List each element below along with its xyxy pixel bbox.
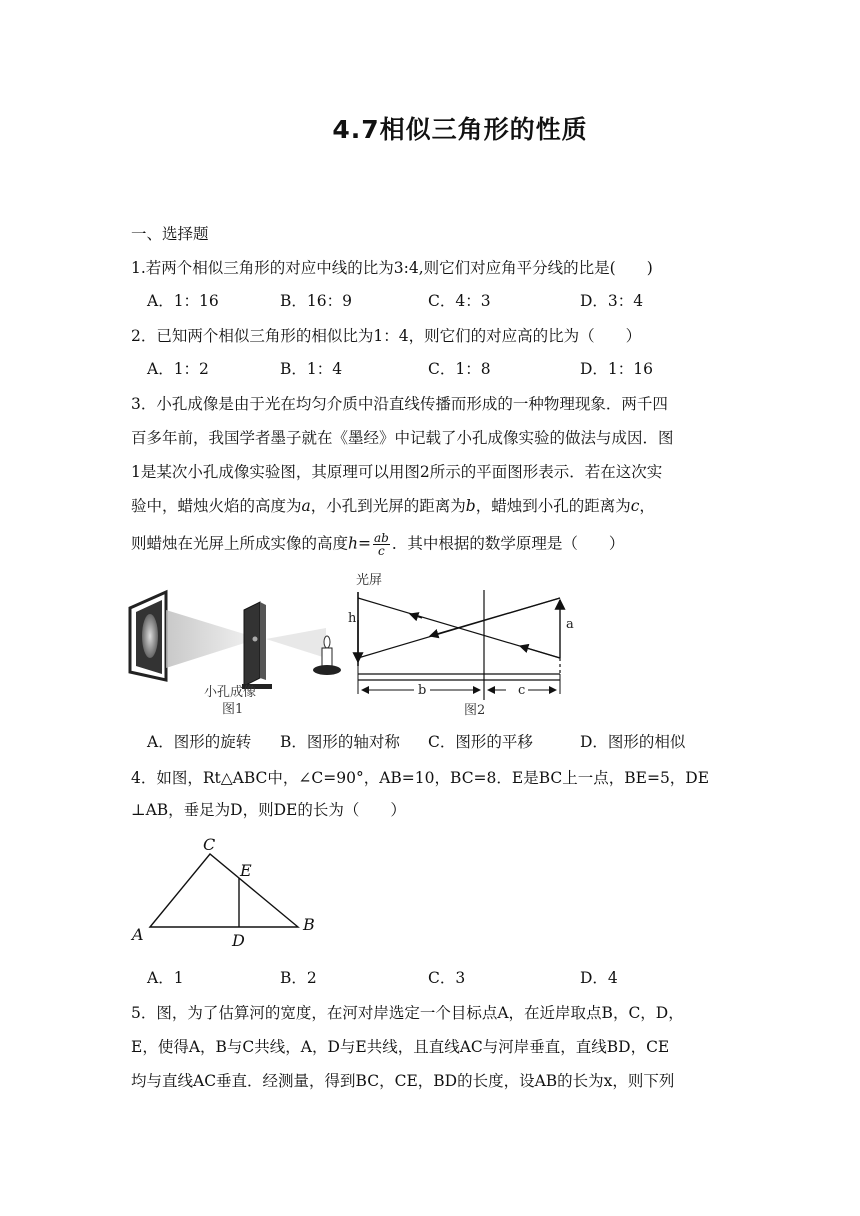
label-B: B	[303, 915, 315, 934]
question-3-line-4: 验中，蜡烛火焰的高度为a，小孔到光屏的距离为b，蜡烛到小孔的距离为c，	[131, 497, 655, 515]
question-5-line-2: E，使得A，B与C共线，A，D与E共线，且直线AC与河岸垂直，直线BD，CE	[131, 1038, 670, 1056]
figure-q4-triangle	[126, 830, 326, 950]
figure-1-label: 图1	[222, 702, 244, 717]
figure-2-h-label: h	[348, 611, 357, 626]
var-b: b	[465, 497, 476, 515]
formula-lhs: h	[348, 534, 358, 553]
q2-option-d: D．1：16	[580, 360, 654, 378]
question-3-line-3: 1是某次小孔成像实验图，其原理可以用图2所示的平面图形表示．若在这次实	[131, 463, 663, 481]
question-3-line-2: 百多年前，我国学者墨子就在《墨经》中记载了小孔成像实验的做法与成因．图	[131, 429, 674, 447]
section-heading: 一、选择题	[131, 225, 209, 243]
q2-option-c: C．1：8	[428, 360, 491, 378]
page-title: 4.7相似三角形的性质	[332, 115, 588, 144]
q1-option-d: D．3：4	[580, 292, 644, 310]
label-E: E	[240, 861, 252, 880]
var-c: c	[630, 497, 640, 515]
q4-option-d: D．4	[580, 969, 618, 987]
label-A: A	[132, 925, 144, 944]
figure-2-a-label: a	[566, 617, 574, 632]
question-1-stem: 1.若两个相似三角形的对应中线的比为3:4,则它们对应角平分线的比是( )	[131, 259, 653, 277]
figure-2-c-label: c	[518, 683, 526, 698]
question-3-line-5: 则蜡烛在光屏上所成实像的高度h= $\frac{ab}{c}$ ．其中根据的数学原理是（ ）	[131, 531, 625, 558]
figure-1-pinhole-photo	[126, 580, 346, 720]
q3-option-d: D．图形的相似	[580, 733, 686, 751]
q1-option-b: B．16：9	[280, 292, 352, 310]
question-3-line-1: 3．小孔成像是由于光在均匀介质中沿直线传播而形成的一种物理现象．两千四	[131, 395, 668, 413]
q1-option-c: C．4：3	[428, 292, 491, 310]
formula-fraction: $\frac{ab}{c}$	[374, 531, 389, 558]
figure-2-b-label: b	[418, 683, 427, 698]
q4-option-b: B．2	[280, 969, 317, 987]
question-4-line-1: 4．如图，Rt△ABC中，∠C=90°，AB=10，BC=8．E是BC上一点，BE=5，DE	[131, 769, 710, 787]
figure-1-caption: 小孔成像	[204, 685, 257, 700]
figure-2-ray-diagram	[340, 570, 580, 720]
q3-option-a: A．图形的旋转	[147, 733, 252, 751]
q4-option-c: C．3	[428, 969, 466, 987]
question-5-line-1: 5．图，为了估算河的宽度，在河对岸选定一个目标点A，在近岸取点B，C，D，	[131, 1004, 684, 1022]
figure-2-screen-label: 光屏	[356, 573, 383, 588]
var-a: a	[301, 497, 311, 515]
question-5-line-3: 均与直线AC垂直．经测量，得到BC，CE，BD的长度，设AB的长为x，则下列	[131, 1072, 675, 1090]
question-4-line-2: ⊥AB，垂足为D，则DE的长为（ ）	[131, 801, 406, 819]
q2-option-a: A．1：2	[147, 360, 209, 378]
q1-option-a: A．1：16	[147, 292, 219, 310]
label-D: D	[232, 931, 245, 950]
q4-option-a: A．1	[147, 969, 184, 987]
q3-option-b: B．图形的轴对称	[280, 733, 400, 751]
q3-option-c: C．图形的平移	[428, 733, 533, 751]
q2-option-b: B．1：4	[280, 360, 343, 378]
label-C: C	[203, 835, 216, 854]
figure-2-caption: 图2	[464, 703, 486, 718]
question-2-stem: 2．已知两个相似三角形的相似比为1：4，则它们的对应高的比为（ ）	[131, 327, 642, 345]
